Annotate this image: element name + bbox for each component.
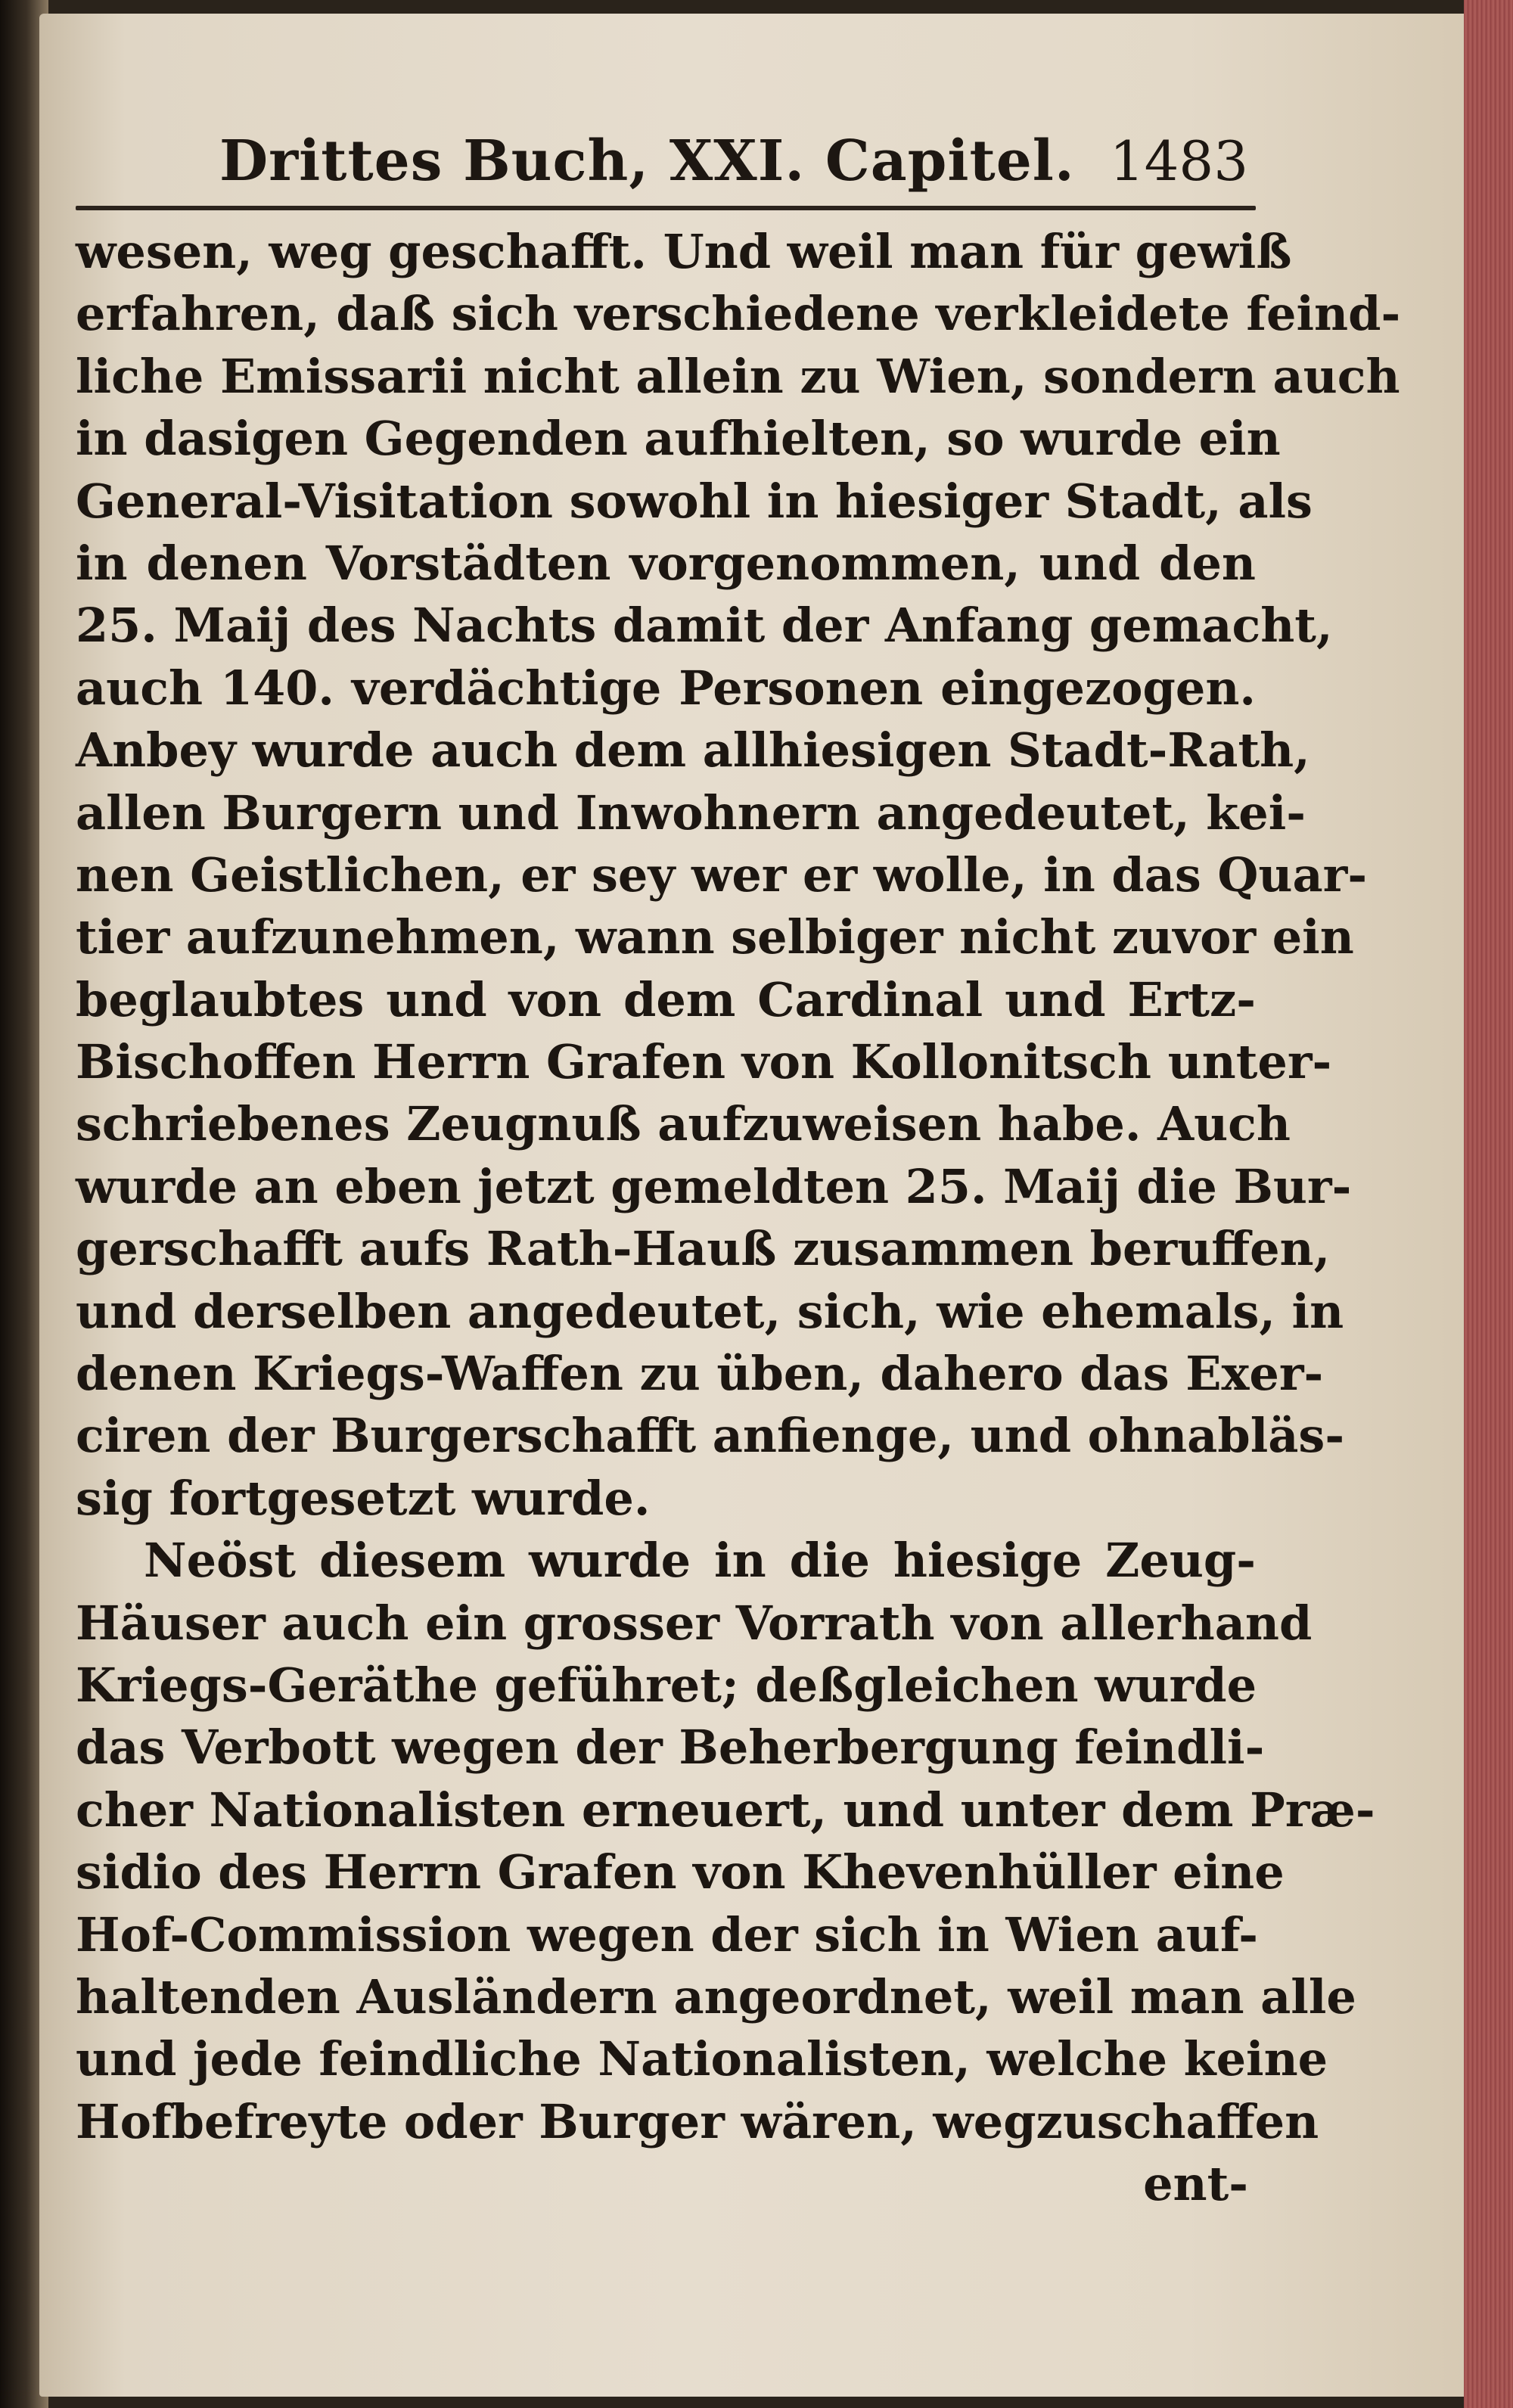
text-line: allen Burgern und Inwohnern angedeutet, kei-: [76, 785, 1306, 840]
text-line: Hof-Commission wegen der sich in Wien auf-: [76, 1906, 1259, 1962]
text-line: in denen Vorstädten vorgenommen, und den: [76, 535, 1256, 591]
text-line: Kriegs-Geräthe geführet; deßgleichen wurde: [76, 1657, 1257, 1713]
header-rule: [76, 206, 1256, 210]
text-line: und jede feindliche Nationalisten, welche keine: [76, 2031, 1328, 2087]
text-line: denen Kriegs-Waffen zu üben, dahero das Exer-: [76, 1346, 1324, 1402]
text-line: und derselben angedeutet, sich, wie ehemals, in: [76, 1283, 1344, 1339]
text-line: Anbey wurde auch dem allhiesigen Stadt-Rath,: [76, 722, 1310, 778]
page-edges: [1464, 0, 1513, 2408]
body-text: [76, 221, 1401, 2216]
page-number: 1483: [1109, 129, 1248, 193]
text-line: nen Geistlichen, er sey wer er wolle, in das Quar-: [76, 847, 1368, 903]
text-line: schriebenes Zeugnuß aufzuweisen habe. Auch: [76, 1096, 1291, 1152]
text-line: cher Nationalisten erneuert, und unter dem Præ-: [76, 1782, 1375, 1838]
text-line: General-Visitation sowohl in hiesiger Stadt, als: [76, 473, 1313, 529]
text-line: das Verbott wegen der Beherbergung feindli-: [76, 1720, 1265, 1776]
text-line: Neöst diesem wurde in die hiesige Zeug-: [144, 1533, 1256, 1589]
text-line: Bischoffen Herrn Grafen von Kollonitsch unter-: [76, 1034, 1332, 1090]
text-line: sig fortgesetzt wurde.: [76, 1470, 651, 1526]
text-line: Häuser auch ein grosser Vorrath von allerhand: [76, 1595, 1313, 1651]
text-line: gerschafft aufs Rath-Hauß zusammen beruffen,: [76, 1221, 1331, 1277]
text-line: Hofbefreyte oder Burger wären, wegzuschaffen: [76, 2093, 1319, 2149]
text-line: ciren der Burgerschafft anfienge, und ohnabläs-: [76, 1408, 1345, 1464]
text-line: wurde an eben jetzt gemeldten 25. Maij die Bur-: [76, 1158, 1352, 1214]
text-line: sidio des Herrn Grafen von Khevenhüller eine: [76, 1844, 1285, 1900]
text-line: auch 140. verdächtige Personen eingezogen.: [76, 660, 1256, 716]
text-line: in dasigen Gegenden aufhielten, so wurde ein: [76, 411, 1281, 467]
text-line: liche Emissarii nicht allein zu Wien, sondern auch: [76, 348, 1400, 404]
catchword: ent-: [1143, 2156, 1248, 2212]
text-line: erfahren, daß sich verschiedene verkleidete feind-: [76, 286, 1401, 342]
text-line: wesen, weg geschafft. Und weil man für gewiß: [76, 224, 1292, 279]
text-line: tier aufzunehmen, wann selbiger nicht zuvor ein: [76, 909, 1354, 965]
running-head: [219, 129, 1248, 212]
text-line: 25. Maij des Nachts damit der Anfang gemacht,: [76, 598, 1333, 654]
text-line: haltenden Ausländern angeordnet, weil man alle: [76, 1968, 1356, 2024]
running-head-title: Drittes Buch, XXI. Capitel.: [219, 129, 1075, 194]
text-line: beglaubtes und von dem Cardinal und Ertz-: [76, 971, 1256, 1027]
